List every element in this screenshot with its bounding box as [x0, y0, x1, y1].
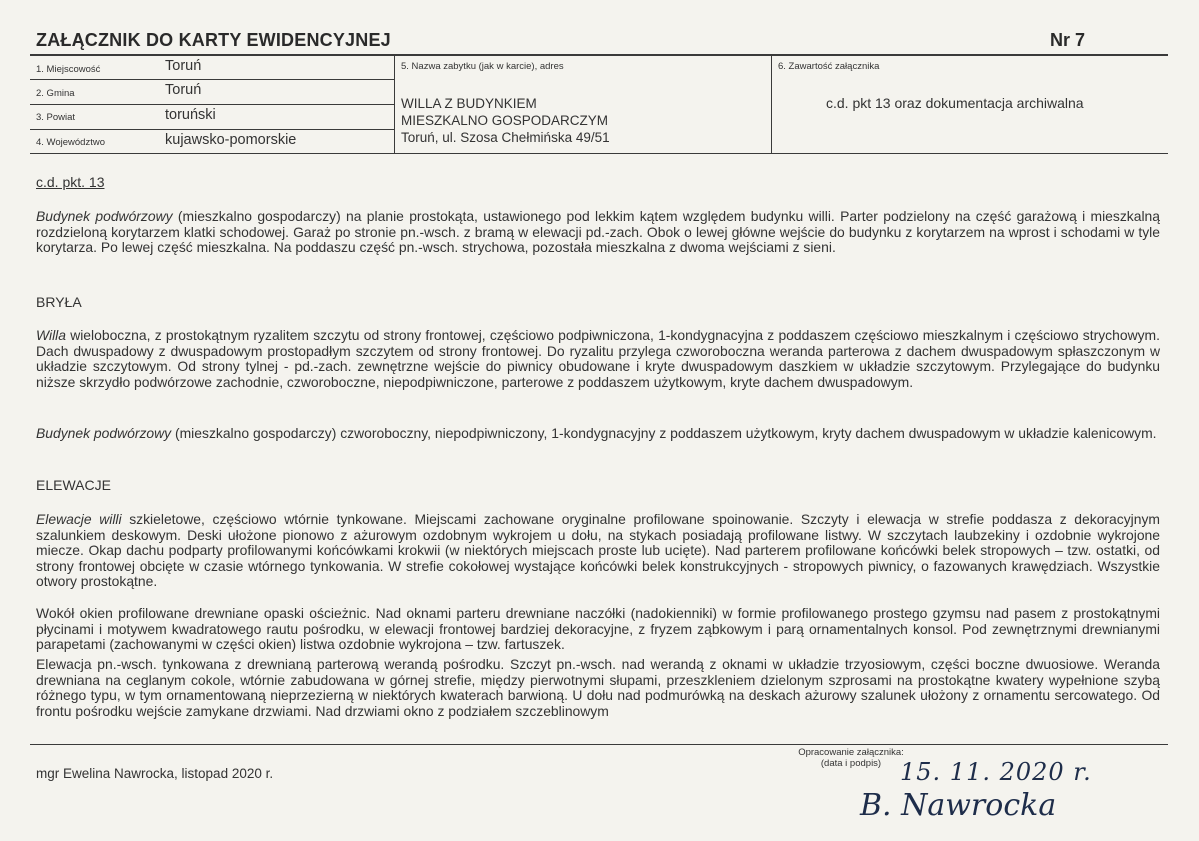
- table-row-divider: [30, 104, 394, 105]
- footer-rule: [30, 744, 1168, 745]
- table-col-divider-2: [771, 54, 772, 154]
- paragraph-text: (mieszkalno gospodarczy) na planie prostokąta, ustawionego pod lekkim kątem względem budynku willi. Parter podzielony na część garażową i mieszkalną rozdzieloną korytarzem klatki schodowej. Garaż po stronie pn.-wsch. z bramą w elewacji pd.-zach. Obok o lewej główne wejście do budynku z korytarzem na wprost i schodami w tyle korytarza. Po lewej część mieszkalna. Na poddaszu część pn.-wsch. strychowa, pozostała mieszkalna z dwoma wejściami z sieni.: [36, 208, 1161, 256]
- field-value-voivodeship: kujawsko-pomorskie: [165, 132, 297, 148]
- paragraph-windows: Wokół okien profilowane drewniane opaski ościeżnic. Nad oknami parteru drewniane naczółki (nadokienniki) w formie profilowanego prostego gzymsu nad pasem z prostokątnymi płycinami i motywem kwadratowego rautu pośrodku, w elewacji frontowej bardziej dekoracyjne, z fryzem ząbkowym i parą ornamentalnych konsol. Pod zewnętrznymi drewnianymi parapetami (zachowanymi w części okien) listwa ozdobnie wykrojona – tzw. fartuszek.: [36, 605, 1160, 653]
- paragraph-outbuilding: [36, 209, 1160, 256]
- paragraph-lead: Willa: [36, 327, 66, 343]
- table-bottom-rule: [30, 153, 1168, 154]
- attachment-number: Nr 7: [1050, 30, 1086, 50]
- table-row-divider: [30, 129, 394, 130]
- handwritten-date: 15. 11. 2020 r.: [900, 758, 1092, 786]
- monument-line-2: MIESZKALNO GOSPODARCZYM: [401, 113, 609, 128]
- field-value-district: toruński: [165, 107, 216, 123]
- field-label-district: 3. Powiat: [36, 112, 76, 123]
- paragraph-lead: Elewacje willi: [36, 511, 122, 527]
- field-label-monument: 5. Nazwa zabytku (jak w karcie), adres: [401, 61, 564, 72]
- field-label-town: 1. Miejscowość: [36, 64, 101, 75]
- section-heading-elewacje: ELEWACJE: [36, 477, 111, 493]
- handwritten-signature: B. Nawrocka: [860, 788, 1057, 823]
- field-label-commune: 2. Gmina: [36, 88, 75, 99]
- paragraph-lead: Budynek podwórzowy: [36, 208, 173, 224]
- paragraph-outbuilding-mass: [36, 426, 1160, 442]
- field-label-voivodeship: 4. Województwo: [36, 137, 105, 148]
- paragraph-text: (mieszkalno gospodarczy) czworoboczny, niepodpiwniczony, 1-kondygnacyjny z poddaszem użytkowym, kryty dachem dwuspadowym w układzie kalenicowym.: [171, 425, 1157, 441]
- paragraph-ne-elevation: Elewacja pn.-wsch. tynkowana z drewnianą parterową werandą pośrodku. Szczyt pn.-wsch. nad werandą z oknami w układzie trzyosiowym, części boczne dwuosiowe. Weranda drewniana na ceglanym cokole, wtórnie zabudowana w górnej strefie, między pierwotnymi słupami, przeszkleniem dzielonym szprosami na prostokątne kwatery wypełnione szybą różnego typu, w tym ornamentowaną nieprzezierną w niektórych kwaterach barwioną. U dołu nad podmurówką na deskach ażurowy szalunek ułożony z ornamentu sercowatego. Od frontu pośrodku wejście zamykane drzwiami. Nad drzwiami okno z podziałem szczeblinowym: [36, 656, 1160, 719]
- table-col-divider-1: [394, 54, 395, 154]
- prepared-sublabel: (data i podpis): [820, 758, 882, 769]
- prepared-label: Opracowanie załącznika:: [798, 747, 904, 758]
- field-label-contents: 6. Zawartość załącznika: [778, 61, 880, 72]
- table-top-rule: [30, 54, 1168, 56]
- monument-address: Toruń, ul. Szosa Chełmińska 49/51: [401, 130, 610, 145]
- field-value-contents: c.d. pkt 13 oraz dokumentacja archiwalna: [826, 95, 1084, 111]
- paragraph-lead: Budynek podwórzowy: [36, 425, 172, 441]
- author-line: mgr Ewelina Nawrocka, listopad 2020 r.: [36, 766, 274, 781]
- paragraph-text: szkieletowe, częściowo wtórnie tynkowane. Miejscami zachowane oryginalne profilowane spoinowanie. Szczyty i elewacja w strefie poddasza z dekoracyjnym szalunkiem deskowym. Deski ułożone pionowo z ażurowym ozdobnym wykrojem u dołu, na stykach posiadają profilowane listwy. W szczytach laubzekiny i ozdobnie wykrojone miecze. Okap dachu podparty profilowanymi końcówkami krokwii (w niektórych miejscach proste lub ucięte). Nad parterem profilowane końcówki belek stropowych – tzw. ostatki, od strony frontowej obcięte w czasie wtórnego tynkowania. W strefie cokołowej wystające końcówki belek konstrukcyjnych - stropowych piwnicy, o fazowanych krawędziach. Wszystkie otwory prostokątne.: [36, 511, 1160, 590]
- paragraph-text: wieloboczna, z prostokątnym ryzalitem szczytu od strony frontowej, częściowo podpiwniczona, 1-kondygnacyjna z poddaszem częściowo mieszkalnym i częściowo strychowym. Dach dwuspadowy z dwuspadowym prostopadłym szczytem od strony frontowej. Do ryzalitu przylega czworoboczna weranda parterowa z dachem dwuspadowym spłaszczonym w układzie szczytowym. Od strony tylnej - pd.-zach. zewnętrzne wejście do piwnicy obudowane i kryte dwuspadowym daszkiem w układzie szczytowym. Przylegające do budynku niższe skrzydło podwórzowe zachodnie, czworoboczne, niepodpiwniczone, parterowe z poddaszem użytkowym, kryte dachem dwuspadowym.: [36, 327, 1160, 390]
- field-value-town: Toruń: [165, 58, 202, 74]
- paragraph-villa-elevations: [36, 512, 1160, 590]
- table-row-divider: [30, 79, 394, 80]
- document-title: ZAŁĄCZNIK DO KARTY EWIDENCYJNEJ: [36, 30, 391, 50]
- monument-line-1: WILLA Z BUDYNKIEM: [401, 96, 537, 111]
- field-value-commune: Toruń: [165, 82, 202, 98]
- paragraph-villa-mass: [36, 328, 1160, 390]
- section-heading-bryla: BRYŁA: [36, 294, 82, 310]
- section-heading-cd: c.d. pkt. 13: [36, 174, 105, 190]
